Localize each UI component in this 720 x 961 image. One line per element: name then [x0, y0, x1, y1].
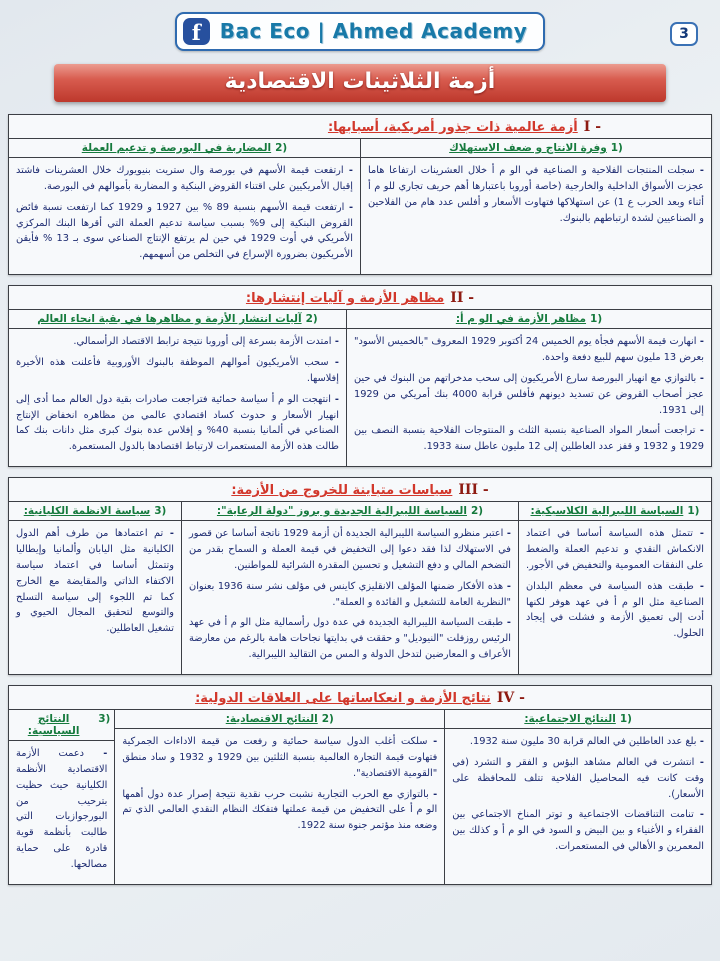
column-body: [182, 521, 518, 674]
column-body: [115, 729, 444, 884]
bullet-item: - انتشرت في العالم مشاهد البؤس و الفقر و التشرد (في وقت كانت فيه المحاصيل الفلاحية تتلف للمحافظة على الأسعار).: [452, 755, 704, 803]
column-title: مظاهر الأزمة في الو م أ:: [455, 313, 587, 326]
column-title: المضاربة في البورصة و تدعيم العملة: [81, 142, 272, 154]
column-header: [9, 710, 114, 741]
column-header: [182, 502, 518, 521]
section-heading: [9, 686, 711, 709]
column-number: 2): [470, 505, 484, 518]
column-body: [361, 158, 711, 274]
column-header: [519, 502, 711, 521]
column-title: النتائج الاقتصادية:: [225, 713, 318, 726]
column-number: 2): [321, 713, 334, 726]
column-body: [9, 329, 346, 466]
column-number: 1): [687, 505, 700, 518]
page-header: [8, 8, 712, 54]
lesson-title-banner: أزمة الثلاثينات الاقتصادية: [54, 64, 666, 102]
column-number: 3): [98, 713, 111, 726]
column-classical-liberal: [518, 502, 711, 674]
column-body: [519, 521, 711, 674]
section-numeral: III -: [458, 482, 489, 499]
bullet-item: - تراجعت أسعار المواد الصناعية بنسبة الثلث و المنتوجات الفلاحية بنسبة النصف بين 1929 و 1932 و قفز عدد العاطلين إلى 12 مليون عاطل سنة 1933.: [354, 423, 704, 455]
bullet-item: - طبقت هذه السياسة في معظم البلدان الصناعية مثل الو م أ في عهد هوفر لكنها أدت إلى تعميق الأزمة و فشلت في إيجاد الحلول.: [526, 579, 704, 642]
column-body: [9, 521, 181, 674]
bullet-item: - سجلت المنتجات الفلاحية و الصناعية في الو م أ خلال العشرينات ارتفاعا هاما عجزت الأسواق الداخلية والخارجية (خاصة أوروبا باعتبارها أهم حريف تجاري للو م أ أثناء وبعد الحرب ع 1) عن استهلاكها فتهاوت الأسعار و أفلس عدد هام من الفلاحين و الصناعيين لشدة ارتباطهم بالبنوك.: [368, 163, 704, 226]
column-number: 1): [610, 142, 623, 154]
section-numeral: II -: [450, 290, 475, 307]
bullet-item: - ارتفعت قيمة الأسهم في بورصة وال ستريت بنيويورك خلال العشرينات فاشتد إقبال الأمريكيين على اقتناء القروض البنكية و المضاربة بأموالهم في البورصة.: [16, 163, 353, 195]
column-political-results: [9, 710, 114, 884]
column-title: النتائج السياسية:: [27, 713, 80, 738]
bullet-item: - طبقت السياسة الليبرالية الجديدة في عدة دول رأسمالية مثل الو م أ في عهد الرئيس روزفلت "النيوديل" و حققت في بدايتها نجاحات هامة بالرغم من معارضة الأعراف و المعارضين لتدخل الدولة و المس من التقاليد الليبرالية.: [189, 615, 511, 663]
section-title: نتائج الأزمة و انعكاساتها على العلاقات الدولية:: [195, 691, 491, 707]
section-title: أزمة عالمية ذات جذور أمريكية، أسبابها:: [327, 120, 578, 135]
section-title: سياسات متباينة للخروج من الأزمة:: [231, 483, 453, 499]
column-header: [9, 310, 346, 329]
column-header: [9, 139, 360, 158]
section-numeral: IV -: [496, 690, 525, 707]
bullet-item: - تتمثل هذه السياسة أساسا في اعتماد الانكماش النقدي و تدعيم العملة والضغط على النفقات العمومية والتخفيض في الأجور.: [526, 526, 704, 574]
column-title: السياسة الليبرالية الكلاسيكية:: [530, 505, 684, 518]
column-number: 2): [305, 313, 318, 326]
column-social-results: [444, 710, 711, 884]
section-columns: [9, 501, 711, 674]
column-header: [9, 502, 181, 521]
column-header: [445, 710, 711, 729]
column-header: [361, 139, 711, 158]
section-causes: [8, 114, 712, 275]
bullet-item: - امتدت الأزمة بسرعة إلى أوروبا نتيجة ترابط الاقتصاد الرأسمالي.: [16, 334, 339, 350]
section-columns: [9, 138, 711, 274]
column-body: [347, 329, 711, 466]
section-columns: [9, 309, 711, 466]
bullet-item: - سحب الأمريكيون أموالهم الموظفة بالبنوك الأوروبية فأعلنت هذه الأخيرة إفلاسها.: [16, 355, 339, 387]
column-number: 1): [619, 713, 632, 726]
column-title: النتائج الاجتماعية:: [524, 713, 616, 726]
section-heading: [9, 478, 711, 501]
section-title: مظاهر الأزمة و آليات إنتشارها:: [245, 291, 445, 307]
bullet-item: - تنامت التناقضات الاجتماعية و توتر المناخ الاجتماعي بين الفقراء و الأغنياء و بين البيض و السود في الو م أ و كذلك بين المعمرين و الأهالي في المستعمرات.: [452, 807, 704, 855]
column-title: وفرة الانتاج و ضعف الاستهلاك: [449, 142, 607, 154]
bullet-item: - سلكت أغلب الدول سياسة حمائية و رفعت من قيمة الاداءات الجمركية فتهاوت قيمة التجارة العالمية بنسبة الثلثين بين 1929 و 1932 و ساد منطق "القومية الاقتصادية".: [122, 734, 437, 782]
bullet-item: - بالتوازي مع الحرب التجارية نشبت حرب نقدية نتيجة إصرار عدة دول أهمها الو م أ على التخفيض من قيمة عملتها فتفكك النظام النقدي العالمي الذي تم وضعه منذ مؤتمر جنوة سنة 1922.: [122, 787, 437, 835]
bullet-item: - اعتبر منظرو السياسة الليبرالية الجديدة أن أزمة 1929 ناتجة أساسا عن قصور في الاستهلاك لذا فقد دعوا إلى التخفيض في قيمة العملة و السماح بقدر من التضخم المالي و دفع التشغيل و تحسين المقدرة الشرائية للمواطنين.: [189, 526, 511, 574]
section-exit-policies: [8, 477, 712, 675]
column-number: 2): [275, 142, 288, 154]
column-production-consumption: [360, 139, 711, 274]
bullet-item: - بلغ عدد العاطلين في العالم قرابة 30 مليون سنة 1932.: [452, 734, 704, 750]
bullet-item: - هذه الأفكار ضمنها المؤلف الانقليزي كاينس في مؤلف نشر سنة 1936 بعنوان "النظرية العامة للتشغيل و الفائدة و العملة".: [189, 579, 511, 611]
column-header: [115, 710, 444, 729]
section-columns: [9, 709, 711, 884]
column-body: [9, 158, 360, 274]
column-title: آليات انتشار الأزمة و مظاهرها في بقية انحاء العالم: [37, 313, 302, 326]
column-body: [445, 729, 711, 884]
section-heading: [9, 286, 711, 309]
bullet-item: - ارتفعت قيمة الأسهم بنسبة 89 % بين 1927 و 1929 كما ارتفعت نسبة فائض القروض البنكية إلى 9% بسبب سياسة تدعيم العملة التي أقرها البنك المركزي الأمريكي في أوت 1929 في حين لم يرتفع الإنتاج الصناعي سوى بـ 13 % فأيقن الأمريكيون بضرورة الإسراع في التخلص من أسهمهم.: [16, 200, 353, 263]
page-number-badge: 3: [670, 22, 698, 46]
column-totalitarian: [9, 502, 181, 674]
column-crisis-usa: [346, 310, 711, 466]
column-body: [9, 741, 114, 884]
section-numeral: I -: [583, 119, 601, 135]
column-crisis-spread: [9, 310, 346, 466]
column-header: [347, 310, 711, 329]
facebook-icon: f: [183, 18, 210, 45]
column-number: 1): [590, 313, 603, 326]
column-title: السياسة الليبرالية الجديدة و بروز "دولة الرعاية":: [216, 505, 467, 518]
column-speculation: [9, 139, 360, 274]
column-title: سياسة الانظمة الكليانية:: [23, 505, 151, 518]
column-number: 3): [154, 505, 167, 518]
academy-title: Bac Eco | Ahmed Academy: [219, 19, 528, 43]
bullet-item: - انتهجت الو م أ سياسة حمائية فتراجعت صادرات بقية دول العالم مما أدى إلى انهيار الأسعار و حدوث كساد اقتصادي عالمي من مظاهره انخفاض الإنتاج الصناعي في ألمانيا بنسبة 40% و إفلاس عدة بنوك كبرى مثل دانات بنك كما طالت هذه الأزمة المستعمرات لارتباط اقتصادها بالدول المستعمرة.: [16, 392, 339, 455]
section-manifestations: [8, 285, 712, 467]
facebook-banner: [175, 12, 546, 51]
bullet-item: - انهارت قيمة الأسهم فجأة يوم الخميس 24 أكتوبر 1929 المعروف "بالخميس الأسود" بعرض 13 مليون سهم للبيع دفعة واحدة.: [354, 334, 704, 366]
column-economic-results: [114, 710, 444, 884]
bullet-item: - تم اعتمادها من طرف أهم الدول الكليانية مثل اليابان وألمانيا وإيطاليا وتتمثل أساسا في اعتماد سياسة الاكتفاء الذاتي والمقايضة مع الخارج كما تم اللجوء إلى سياسة التسلح والتوسع لتحقيق المجال الحيوي و تشغيل العاطلين.: [16, 526, 174, 637]
section-heading: [9, 115, 711, 138]
column-new-liberal: [181, 502, 518, 674]
section-consequences: [8, 685, 712, 885]
bullet-item: - دعمت الأزمة الاقتصادية الأنظمة الكليانية حيث حظيت بترحيب من البورجوازيات التي طالبت بأنظمة قوية قادرة على حماية مصالحها.: [16, 746, 107, 873]
bullet-item: - بالتوازي مع انهيار البورصة سارع الأمريكيون إلى سحب مدخراتهم من البنوك في حين عجز أصحاب القروض عن تسديد ديونهم فأفلس قرابة 4000 بنك أمريكي من 1929 إلى 1931.: [354, 371, 704, 419]
